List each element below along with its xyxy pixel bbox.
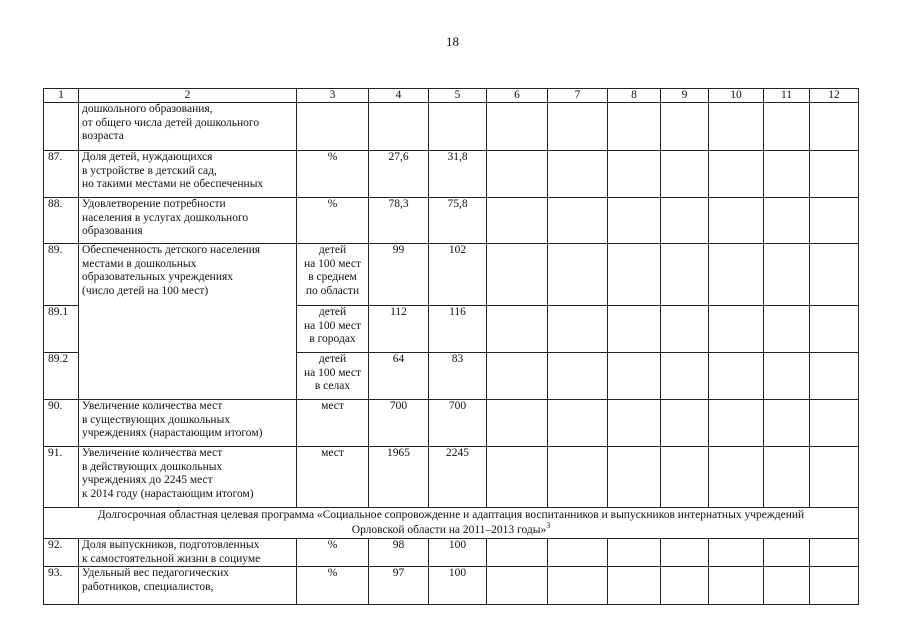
value-col4: 64 bbox=[369, 353, 429, 400]
column-header: 8 bbox=[608, 89, 661, 103]
empty-cell-col8 bbox=[608, 567, 661, 605]
empty-cell-col12 bbox=[810, 400, 859, 447]
table-row bbox=[44, 103, 859, 151]
value-col5: 100 bbox=[429, 567, 487, 605]
empty-cell-col7 bbox=[548, 353, 608, 400]
empty-cell-col6 bbox=[487, 198, 548, 244]
indicator-name: Удовлетворение потребности населения в услугах дошкольного образования bbox=[79, 198, 297, 244]
column-header: 5 bbox=[429, 89, 487, 103]
empty-cell-col10 bbox=[709, 353, 764, 400]
table-row bbox=[44, 539, 859, 567]
row-number: 93. bbox=[44, 567, 79, 605]
unit-cell: % bbox=[297, 539, 369, 567]
value-col4: 98 bbox=[369, 539, 429, 567]
program-title-line1: Долгосрочная областная целевая программа «Социальное сопровождение и адаптация воспитанников и выпускников интернатных учреждений bbox=[97, 509, 805, 521]
empty-cell-col6 bbox=[487, 400, 548, 447]
empty-cell-col12 bbox=[810, 198, 859, 244]
empty-cell-col11 bbox=[764, 198, 810, 244]
row-number: 91. bbox=[44, 447, 79, 508]
empty-cell-col7 bbox=[548, 400, 608, 447]
empty-cell-col7 bbox=[548, 244, 608, 306]
value-col5 bbox=[429, 103, 487, 151]
empty-cell-col11 bbox=[764, 447, 810, 508]
table-row bbox=[44, 447, 859, 508]
empty-cell-col12 bbox=[810, 447, 859, 508]
column-header: 3 bbox=[297, 89, 369, 103]
empty-cell-col7 bbox=[548, 103, 608, 151]
value-col5: 2245 bbox=[429, 447, 487, 508]
value-col5: 700 bbox=[429, 400, 487, 447]
empty-cell-col6 bbox=[487, 151, 548, 198]
value-col5: 83 bbox=[429, 353, 487, 400]
empty-cell-col11 bbox=[764, 103, 810, 151]
empty-cell-col6 bbox=[487, 244, 548, 306]
footnote-mark: 3 bbox=[546, 521, 551, 531]
empty-cell-col10 bbox=[709, 306, 764, 353]
empty-cell-col9 bbox=[661, 198, 709, 244]
empty-cell-col9 bbox=[661, 244, 709, 306]
page-number: 18 bbox=[446, 34, 459, 49]
empty-cell-col7 bbox=[548, 567, 608, 605]
column-number-row bbox=[44, 89, 859, 103]
unit-cell: мест bbox=[297, 447, 369, 508]
value-col4 bbox=[369, 103, 429, 151]
empty-cell-col10 bbox=[709, 447, 764, 508]
table-row bbox=[44, 198, 859, 244]
empty-cell-col8 bbox=[608, 198, 661, 244]
empty-cell-col10 bbox=[709, 103, 764, 151]
row-number bbox=[44, 103, 79, 151]
indicator-name: Доля детей, нуждающихся в устройстве в детский сад, но такими местами не обеспеченных bbox=[79, 151, 297, 198]
empty-cell-col11 bbox=[764, 567, 810, 605]
empty-cell-col9 bbox=[661, 151, 709, 198]
column-header: 7 bbox=[548, 89, 608, 103]
value-col4: 99 bbox=[369, 244, 429, 306]
empty-cell-col8 bbox=[608, 447, 661, 508]
table-row bbox=[44, 400, 859, 447]
empty-cell-col6 bbox=[487, 539, 548, 567]
empty-cell-col11 bbox=[764, 306, 810, 353]
column-header: 4 bbox=[369, 89, 429, 103]
value-col5: 102 bbox=[429, 244, 487, 306]
empty-cell-col6 bbox=[487, 306, 548, 353]
empty-cell-col10 bbox=[709, 567, 764, 605]
empty-cell-col10 bbox=[709, 539, 764, 567]
column-header: 10 bbox=[709, 89, 764, 103]
empty-cell-col11 bbox=[764, 539, 810, 567]
empty-cell-col8 bbox=[608, 103, 661, 151]
column-header: 2 bbox=[79, 89, 297, 103]
empty-cell-col11 bbox=[764, 400, 810, 447]
empty-cell-col8 bbox=[608, 306, 661, 353]
row-number: 88. bbox=[44, 198, 79, 244]
empty-cell-col12 bbox=[810, 103, 859, 151]
empty-cell-col6 bbox=[487, 103, 548, 151]
value-col5: 116 bbox=[429, 306, 487, 353]
empty-cell-col7 bbox=[548, 198, 608, 244]
unit-cell bbox=[297, 103, 369, 151]
empty-cell-col6 bbox=[487, 353, 548, 400]
row-number: 89.2 bbox=[44, 353, 79, 400]
empty-cell-col12 bbox=[810, 353, 859, 400]
empty-cell-col8 bbox=[608, 400, 661, 447]
column-header: 12 bbox=[810, 89, 859, 103]
empty-cell-col10 bbox=[709, 151, 764, 198]
indicator-name: Удельный вес педагогических работников, специалистов, bbox=[79, 567, 297, 605]
table-body bbox=[44, 103, 859, 508]
empty-cell-col7 bbox=[548, 151, 608, 198]
row-number: 89.1 bbox=[44, 306, 79, 353]
empty-cell-col9 bbox=[661, 353, 709, 400]
table-row bbox=[44, 151, 859, 198]
indicator-name: Обеспеченность детского населения местами в дошкольных образовательных учреждениях (число детей на 100 мест) bbox=[79, 244, 297, 400]
program-title-row bbox=[44, 508, 859, 539]
value-col5: 75,8 bbox=[429, 198, 487, 244]
program-title-line2: Орловской области на 2011–2013 годы» bbox=[351, 524, 547, 536]
empty-cell-col10 bbox=[709, 244, 764, 306]
empty-cell-col12 bbox=[810, 151, 859, 198]
empty-cell-col12 bbox=[810, 567, 859, 605]
empty-cell-col10 bbox=[709, 400, 764, 447]
indicator-name: Доля выпускников, подготовленных к самостоятельной жизни в социуме bbox=[79, 539, 297, 567]
empty-cell-col7 bbox=[548, 306, 608, 353]
empty-cell-col12 bbox=[810, 244, 859, 306]
empty-cell-col7 bbox=[548, 539, 608, 567]
empty-cell-col11 bbox=[764, 244, 810, 306]
unit-cell: детей на 100 мест в городах bbox=[297, 306, 369, 353]
indicator-name: Увеличение количества мест в действующих дошкольных учреждениях до 2245 мест к 2014 году (нарастающим итогом) bbox=[79, 447, 297, 508]
empty-cell-col7 bbox=[548, 447, 608, 508]
empty-cell-col9 bbox=[661, 400, 709, 447]
empty-cell-col9 bbox=[661, 306, 709, 353]
empty-cell-col8 bbox=[608, 539, 661, 567]
unit-cell: % bbox=[297, 151, 369, 198]
table-row bbox=[44, 244, 859, 306]
row-number: 90. bbox=[44, 400, 79, 447]
column-header: 9 bbox=[661, 89, 709, 103]
value-col5: 31,8 bbox=[429, 151, 487, 198]
empty-cell-col8 bbox=[608, 151, 661, 198]
value-col4: 1965 bbox=[369, 447, 429, 508]
empty-cell-col9 bbox=[661, 447, 709, 508]
empty-cell-col9 bbox=[661, 103, 709, 151]
column-header: 11 bbox=[764, 89, 810, 103]
empty-cell-col9 bbox=[661, 567, 709, 605]
indicators-table bbox=[43, 88, 859, 605]
column-header: 1 bbox=[44, 89, 79, 103]
empty-cell-col8 bbox=[608, 353, 661, 400]
empty-cell-col11 bbox=[764, 353, 810, 400]
empty-cell-col8 bbox=[608, 244, 661, 306]
column-header: 6 bbox=[487, 89, 548, 103]
empty-cell-col12 bbox=[810, 306, 859, 353]
table-body-after bbox=[44, 539, 859, 605]
row-number: 92. bbox=[44, 539, 79, 567]
unit-cell: % bbox=[297, 198, 369, 244]
unit-cell: детей на 100 мест в среднем по области bbox=[297, 244, 369, 306]
row-number: 87. bbox=[44, 151, 79, 198]
value-col5: 100 bbox=[429, 539, 487, 567]
value-col4: 700 bbox=[369, 400, 429, 447]
program-title-cell bbox=[44, 508, 859, 539]
table-row bbox=[44, 567, 859, 605]
indicator-name: Увеличение количества мест в существующих дошкольных учреждениях (нарастающим итогом) bbox=[79, 400, 297, 447]
empty-cell-col12 bbox=[810, 539, 859, 567]
row-number: 89. bbox=[44, 244, 79, 306]
empty-cell-col9 bbox=[661, 539, 709, 567]
unit-cell: мест bbox=[297, 400, 369, 447]
unit-cell: детей на 100 мест в селах bbox=[297, 353, 369, 400]
empty-cell-col6 bbox=[487, 447, 548, 508]
unit-cell: % bbox=[297, 567, 369, 605]
value-col4: 27,6 bbox=[369, 151, 429, 198]
empty-cell-col11 bbox=[764, 151, 810, 198]
indicator-name: дошкольного образования, от общего числа детей дошкольного возраста bbox=[79, 103, 297, 151]
empty-cell-col10 bbox=[709, 198, 764, 244]
value-col4: 97 bbox=[369, 567, 429, 605]
empty-cell-col6 bbox=[487, 567, 548, 605]
value-col4: 78,3 bbox=[369, 198, 429, 244]
value-col4: 112 bbox=[369, 306, 429, 353]
